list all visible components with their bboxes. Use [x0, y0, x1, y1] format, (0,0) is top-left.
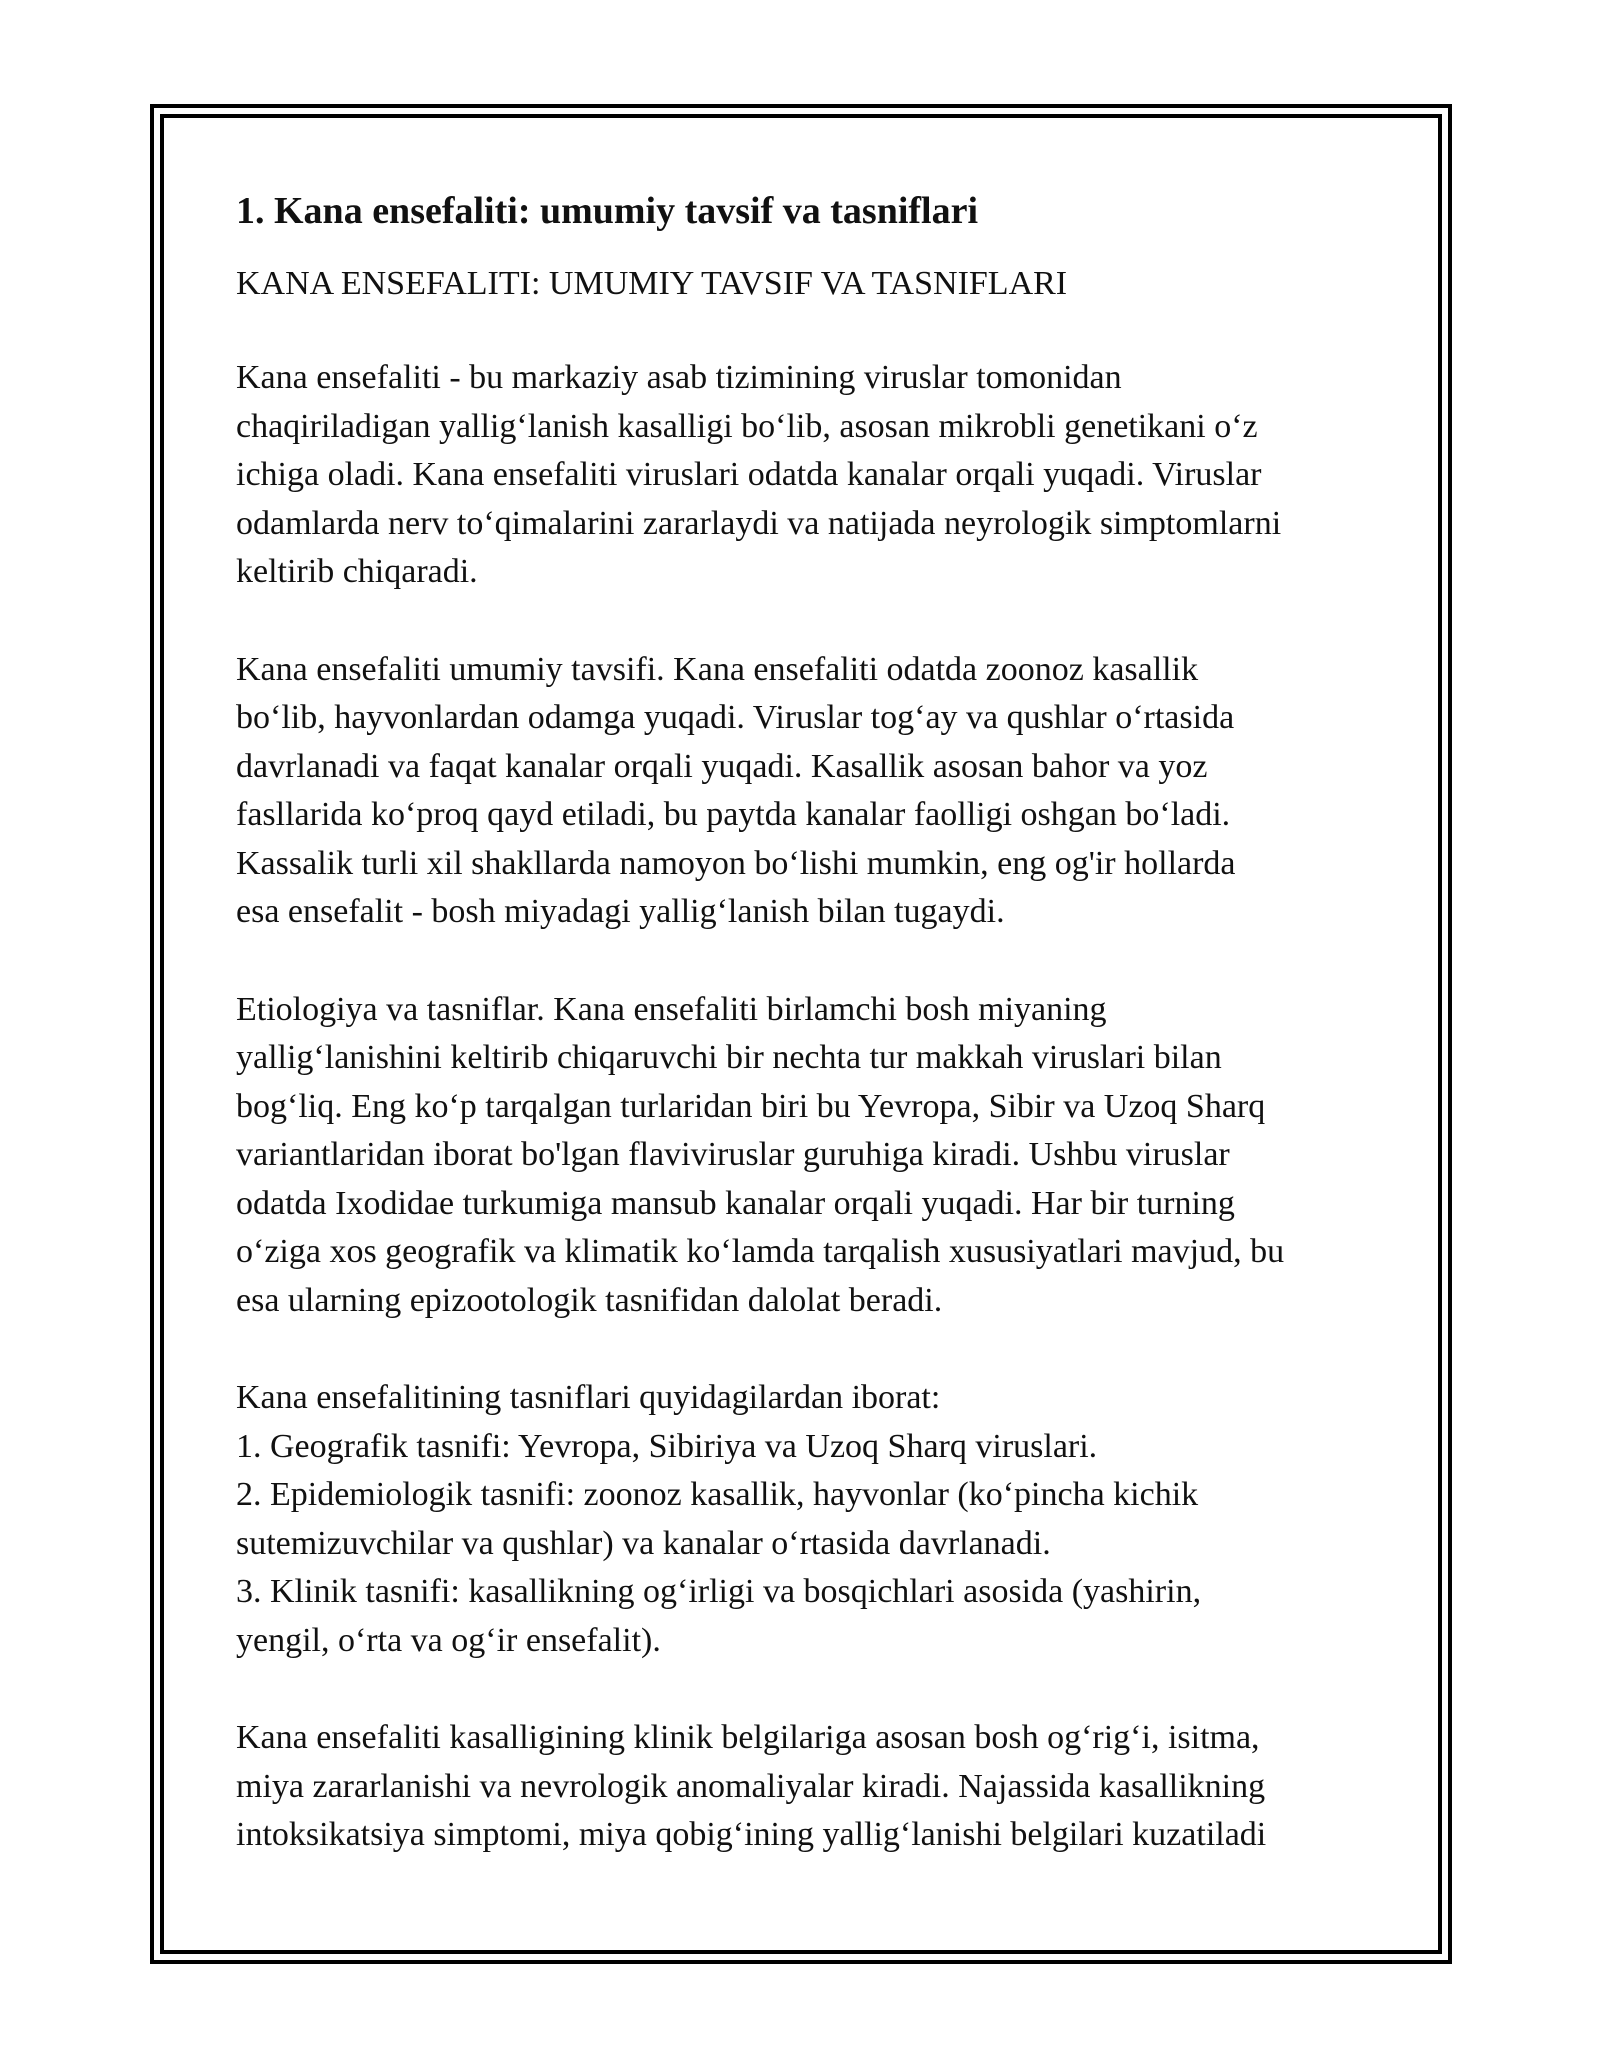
list-item: 1. Geografik tasnifi: Yevropa, Sibiriya va Uzoq Sharq viruslari. [236, 1427, 1098, 1465]
text-line: yengil, o‘rta va og‘ir ensefalit). [236, 1621, 661, 1659]
text-line: Kana ensefaliti umumiy tavsifi. Kana ensefaliti odatda zoonoz kasallik [236, 650, 1199, 688]
text-line: miya zararlanishi va nevrologik anomaliyalar kiradi. Najassida kasallikning [236, 1767, 1266, 1805]
text-line: variantlaridan iborat bo'lgan flaviviruslar guruhiga kiradi. Ushbu viruslar [236, 1136, 1230, 1173]
text-line: o‘ziga xos geografik va klimatik ko‘lamda tarqalish xususiyatlari mavjud, bu [236, 1233, 1285, 1270]
text-line: Kana ensefaliti - bu markaziy asab tizimining viruslar tomonidan [236, 359, 1122, 396]
text-line: odamlarda nerv to‘qimalarini zararlaydi va natijada neyrologik simptomlarni [236, 504, 1282, 542]
paragraph-clinical-signs [236, 1714, 1396, 1860]
text-line: bo‘lib, hayvonlardan odamga yuqadi. Viruslar tog‘ay va qushlar o‘rtasida [236, 699, 1235, 736]
text-line: keltirib chiqaradi. [236, 553, 478, 590]
text-line: Kana ensefalitining tasniflari quyidagilardan iborat: [236, 1379, 941, 1416]
text-line: Etiologiya va tasniflar. Kana ensefaliti birlamchi bosh miyaning [236, 990, 1107, 1028]
document-title: 1. Kana ensefaliti: umumiy tavsif va tasniflari [236, 190, 979, 232]
document-body [236, 186, 1396, 1909]
text-line: bog‘liq. Eng ko‘p tarqalgan turlaridan biri bu Yevropa, Sibir va Uzoq Sharq [236, 1087, 1266, 1125]
list-item: 3. Klinik tasnifi: kasallikning og‘irligi va bosqichlari asosida (yashirin, [236, 1573, 1202, 1610]
text-line: chaqiriladigan yallig‘lanish kasalligi bo‘lib, asosan mikrobli genetikani o‘z [236, 407, 1258, 445]
text-line: sutemizuvchilar va qushlar) va kanalar o‘rtasida davrlanadi. [236, 1524, 1051, 1562]
text-line: ichiga oladi. Kana ensefaliti viruslari odatda kanalar orqali yuqadi. Viruslar [236, 456, 1262, 493]
text-line: odatda Ixodidae turkumiga mansub kanalar orqali yuqadi. Har bir turning [236, 1184, 1235, 1222]
text-line: esa ularning epizootologik tasnifidan dalolat beradi. [236, 1281, 943, 1319]
text-line: fasllarida ko‘proq qayd etiladi, bu paytda kanalar faolligi oshgan bo‘ladi. [236, 796, 1231, 833]
document-subtitle: KANA ENSEFALITI: UMUMIY TAVSIF VA TASNIFLARI [236, 265, 1068, 302]
text-line: intoksikatsiya simptomi, miya qobig‘ining yallig‘lanishi belgilari kuzatiladi [236, 1816, 1267, 1853]
paragraph-etiology [236, 986, 1396, 1326]
text-line: esa ensefalit - bosh miyadagi yallig‘lanish bilan tugaydi. [236, 893, 1005, 930]
paragraph-classification-list [236, 1374, 1396, 1665]
paragraph-general-description [236, 646, 1396, 937]
text-line: yallig‘lanishini keltirib chiqaruvchi bir nechta tur makkah viruslari bilan [236, 1039, 1222, 1076]
list-item: 2. Epidemiologik tasnifi: zoonoz kasallik, hayvonlar (ko‘pincha kichik [236, 1476, 1199, 1513]
text-line: Kana ensefaliti kasalligining klinik belgilariga asosan bosh og‘rig‘i, isitma, [236, 1719, 1260, 1756]
paragraph-definition [236, 354, 1396, 597]
text-line: davrlanadi va faqat kanalar orqali yuqadi. Kasallik asosan bahor va yoz [236, 747, 1208, 785]
text-line: Kassalik turli xil shakllarda namoyon bo‘lishi mumkin, eng og'ir hollarda [236, 844, 1236, 882]
